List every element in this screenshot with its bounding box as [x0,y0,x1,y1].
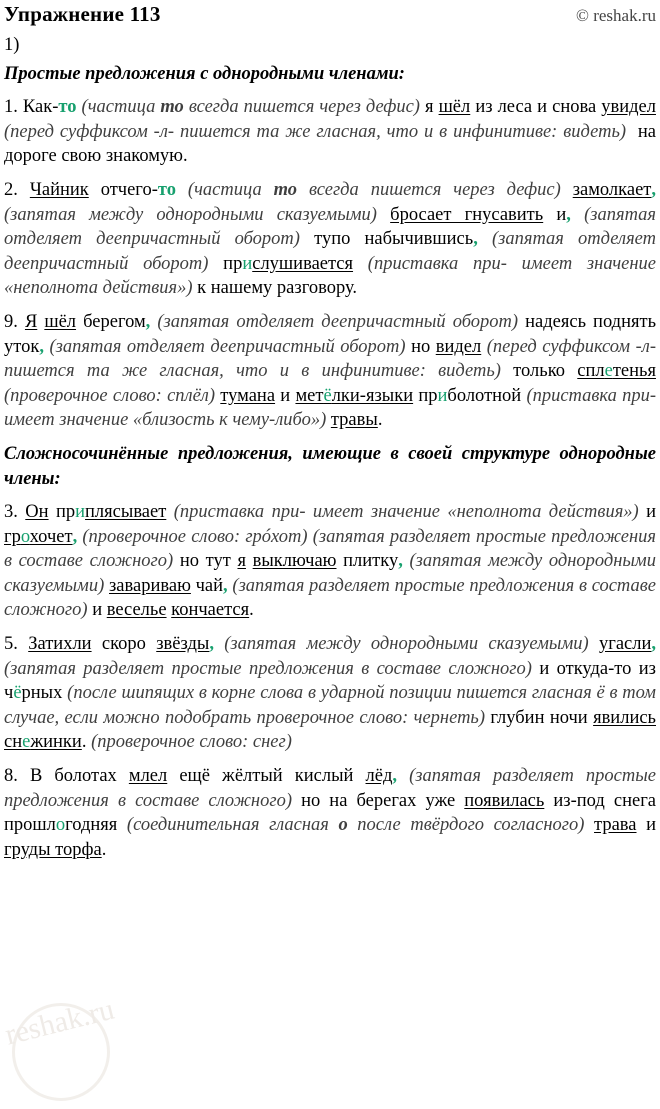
section-heading-compound-sentences: Сложносочинённые предложения, имеющие в своей структуре однородные члены: [4,443,656,489]
page-header [0,0,660,27]
watermark [1,985,174,1101]
document-body [0,27,660,862]
answer-item-3: 3. Он приплясывает (приставка при- имеет значение «неполнота действия») и грохочет, (проверочное слово: грóхот) (запятая разделяет простые предложения в составе сложного) но тут я выключаю плитку, (запятая между однородными сказуемыми) завариваю чай, (запятая разделяет простые предложения в составе сложного) и веселье кончается. [4,502,657,621]
copyright-notice: © reshak.ru [576,6,656,25]
answer-item-5: 5. Затихли скоро звёзды, (запятая между однородными сказуемыми) угасли, (запятая разделяет простые предложения в составе сложного) и откуда-то из чёрных (после шипящих в корне слова в ударной позиции пишется гласная ё в том случае, если можно подобрать проверочное слово: чернеть) глубин ночи явились снежинки. (проверочное слово: снег) [4,634,657,753]
answer-item-9: 9. Я шёл берегом, (запятая отделяет деепричастный оборот) надеясь поднять уток, (запятая отделяет деепричастный оборот) но видел (перед суффиксом -л- пишется та же гласная, что и в инфинитиве: видеть) только сплетенья (проверочное слово: сплёл) тумана и метёлки-языки приболотной (приставка при- имеет значение «близость к чему-либо») травы. [4,311,657,431]
task-number: 1) [4,35,20,55]
answer-item-8: 8. В болотах млел ещё жёлтый кислый лёд, (запятая разделяет простые предложения в составе сложного) но на берегах уже появилась из-под снега прошлогодняя (соединительная гласная о после твёрдого согласного) трава и груды торфа. [4,766,657,860]
watermark-text: reshak.ru [1,992,118,1052]
section-heading-simple-sentences: Простые предложения с однородными членами: [4,63,405,84]
page-title: Упражнение 113 [4,2,161,26]
answer-item-2: 2. Чайник отчего-то (частица то всегда пишется через дефис) замолкает, (запятая между однородными сказуемыми) бросает гнусавить и, (запятая отделяет деепричастный оборот) тупо набычившись, (запятая отделяет деепричастный оборот) прислушивается (приставка при- имеет значение «неполнота действия») к нашему разговору. [4,179,657,299]
answer-item-1: 1. Как-то (частица то всегда пишется через дефис) я шёл из леса и снова увидел (перед суффиксом -л- пишется та же гласная, что и в инфинитиве: видеть) на дороге свою знакомую. [4,97,656,167]
watermark-ring [12,1003,110,1101]
